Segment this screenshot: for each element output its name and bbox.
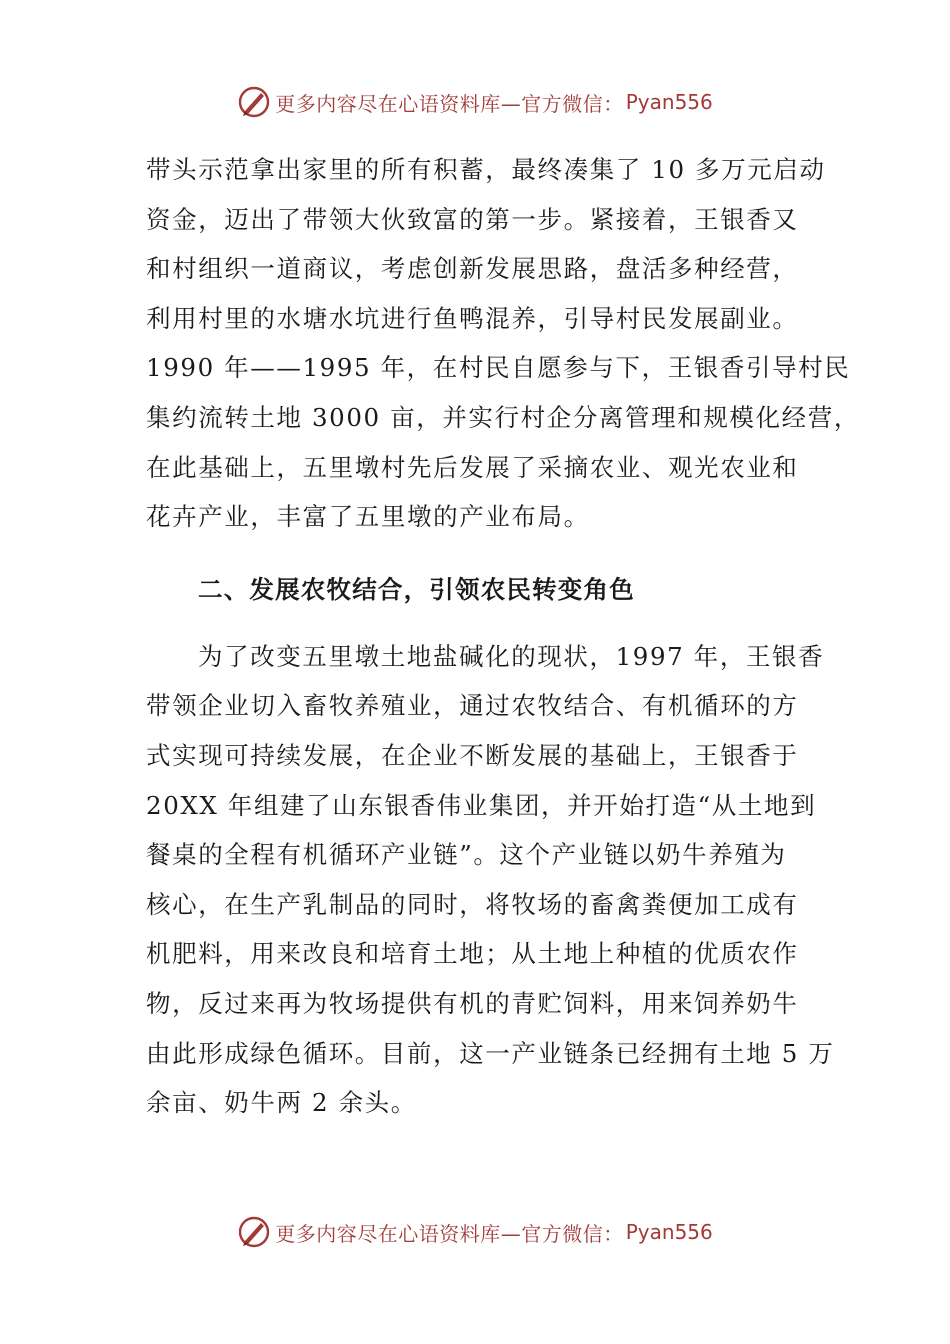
paragraph-2	[146, 632, 835, 1128]
header-banner	[0, 82, 950, 122]
banner-text: 更多内容尽在心语资料库—官方微信：	[275, 91, 624, 116]
text-line: 在此基础上，五里墩村先后发展了采摘农业、观光农业和	[146, 452, 799, 482]
wechat-id: Pyan556	[625, 90, 713, 114]
logo-pen-icon	[237, 85, 271, 119]
text-line: 餐桌的全程有机循环产业链”。这个产业链以奶牛养殖为	[146, 840, 787, 870]
text-line: 花卉产业，丰富了五里墩的产业布局。	[146, 502, 590, 532]
text-line: 核心，在生产乳制品的同时，将牧场的畜禽粪便加工成有	[146, 889, 799, 919]
text-line: 资金，迈出了带领大伙致富的第一步。紧接着，王银香又	[146, 204, 799, 234]
text-line: 和村组织一道商议，考虑创新发展思路，盘活多种经营，	[146, 254, 799, 284]
text-line: 物，反过来再为牧场提供有机的青贮饲料，用来饲养奶牛	[146, 988, 799, 1018]
text-line: 带头示范拿出家里的所有积蓄，最终凑集了 10 多万元启动	[146, 155, 826, 184]
wechat-id: Pyan556	[625, 1220, 713, 1244]
text-line: 为了改变五里墩土地盐碱化的现状，1997 年，王银香	[198, 641, 825, 671]
text-line: 利用村里的水塘水坑进行鱼鸭混养，引导村民发展副业。	[146, 303, 799, 333]
banner-text: 更多内容尽在心语资料库—官方微信：	[275, 1221, 624, 1246]
text-line: 20XX 年组建了山东银香伟业集团，并开始打造“从土地到	[146, 790, 817, 820]
text-line: 由此形成绿色循环。目前，这一产业链条已经拥有土地 5 万	[146, 1038, 835, 1068]
logo-pen-icon	[237, 1215, 271, 1249]
paragraph-1	[146, 145, 860, 542]
text-line: 集约流转土地 3000 亩，并实行村企分离管理和规模化经营，	[146, 402, 860, 432]
text-line: 1990 年——1995 年，在村民自愿参与下，王银香引导村民	[146, 353, 851, 383]
text-line: 余亩、奶牛两 2 余头。	[146, 1088, 417, 1118]
text-line: 式实现可持续发展，在企业不断发展的基础上，王银香于	[146, 740, 799, 770]
text-line: 机肥料，用来改良和培育土地；从土地上种植的优质农作	[146, 939, 799, 969]
footer-banner	[0, 1212, 950, 1252]
section-heading: 二、发展农牧结合，引领农民转变角色	[198, 574, 635, 604]
text-line: 带领企业切入畜牧养殖业，通过农牧结合、有机循环的方	[146, 691, 799, 721]
document-body	[146, 145, 860, 1128]
